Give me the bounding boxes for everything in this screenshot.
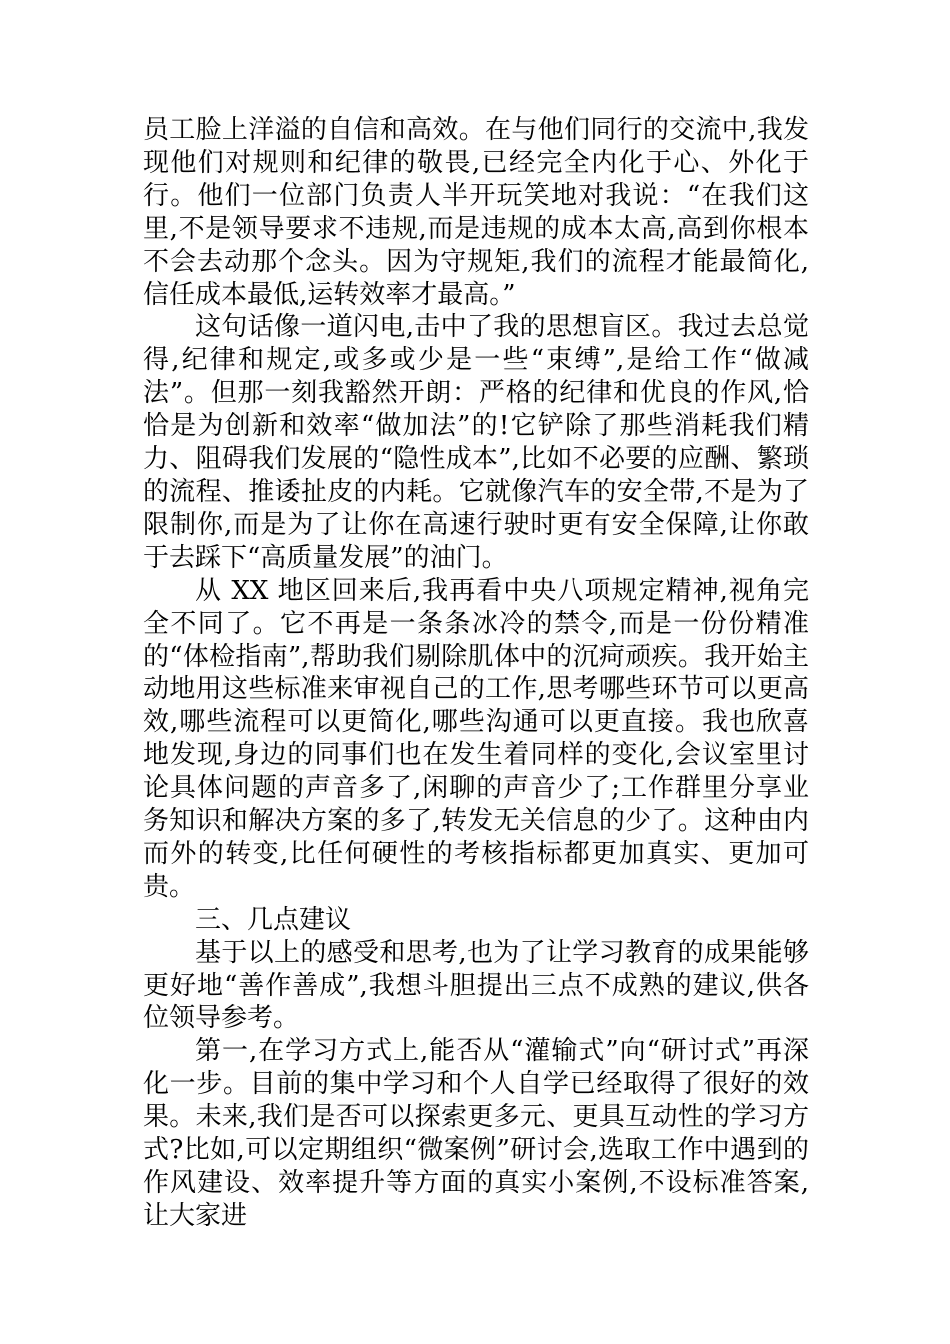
- paragraph: 从 XX 地区回来后,我再看中央八项规定精神,视角完全不同了。它不再是一条条冰冷的禁令,而是一份份精准的“体检指南”,帮助我们剔除肌体中的沉疴顽疾。我开始主动地用这些标准来审视自己的工作,思考哪些环节可以更高效,哪些流程可以更简化,哪些沟通可以更直接。我也欣喜地发现,身边的同事们也在发生着同样的变化,会议室里讨论具体问题的声音多了,闲聊的声音少了;工作群里分享业务知识和解决方案的多了,转发无关信息的少了。这种由内而外的转变,比任何硬性的考核指标都更加真实、更加可贵。: [143, 575, 809, 902]
- section-heading: 三、几点建议: [195, 904, 352, 935]
- document-body: [143, 114, 809, 1233]
- paragraph: 这句话像一道闪电,击中了我的思想盲区。我过去总觉得,纪律和规定,或多或少是一些“束缚”,是给工作“做减法”。但那一刻我豁然开朗：严格的纪律和优良的作风,恰恰是为创新和效率“做加法”的!它铲除了那些消耗我们精力、阻碍我们发展的“隐性成本”,比如不必要的应酬、繁琐的流程、推诿扯皮的内耗。它就像汽车的安全带,不是为了限制你,而是为了让你在高速行驶时更有安全保障,让你敢于去踩下“高质量发展”的油门。: [143, 312, 809, 573]
- paragraph-continuation: 员工脸上洋溢的自信和高效。在与他们同行的交流中,我发现他们对规则和纪律的敬畏,已经完全内化于心、外化于行。他们一位部门负责人半开玩笑地对我说：“在我们这里,不是领导要求不违规,而是违规的成本太高,高到你根本不会去动那个念头。因为守规矩,我们的流程才能最简化,信任成本最低,运转效率才最高。”: [143, 115, 809, 310]
- paragraph: 基于以上的感受和思考,也为了让学习教育的成果能够更好地“善作善成”,我想斗胆提出三点不成熟的建议,供各位领导参考。: [143, 937, 809, 1034]
- paragraph: 第一,在学习方式上,能否从“灌输式”向“研讨式”再深化一步。目前的集中学习和个人自学已经取得了很好的效果。未来,我们是否可以探索更多元、更具互动性的学习方式?比如,可以定期组织“微案例”研讨会,选取工作中遇到的作风建设、效率提升等方面的真实小案例,不设标准答案,让大家进: [143, 1036, 809, 1231]
